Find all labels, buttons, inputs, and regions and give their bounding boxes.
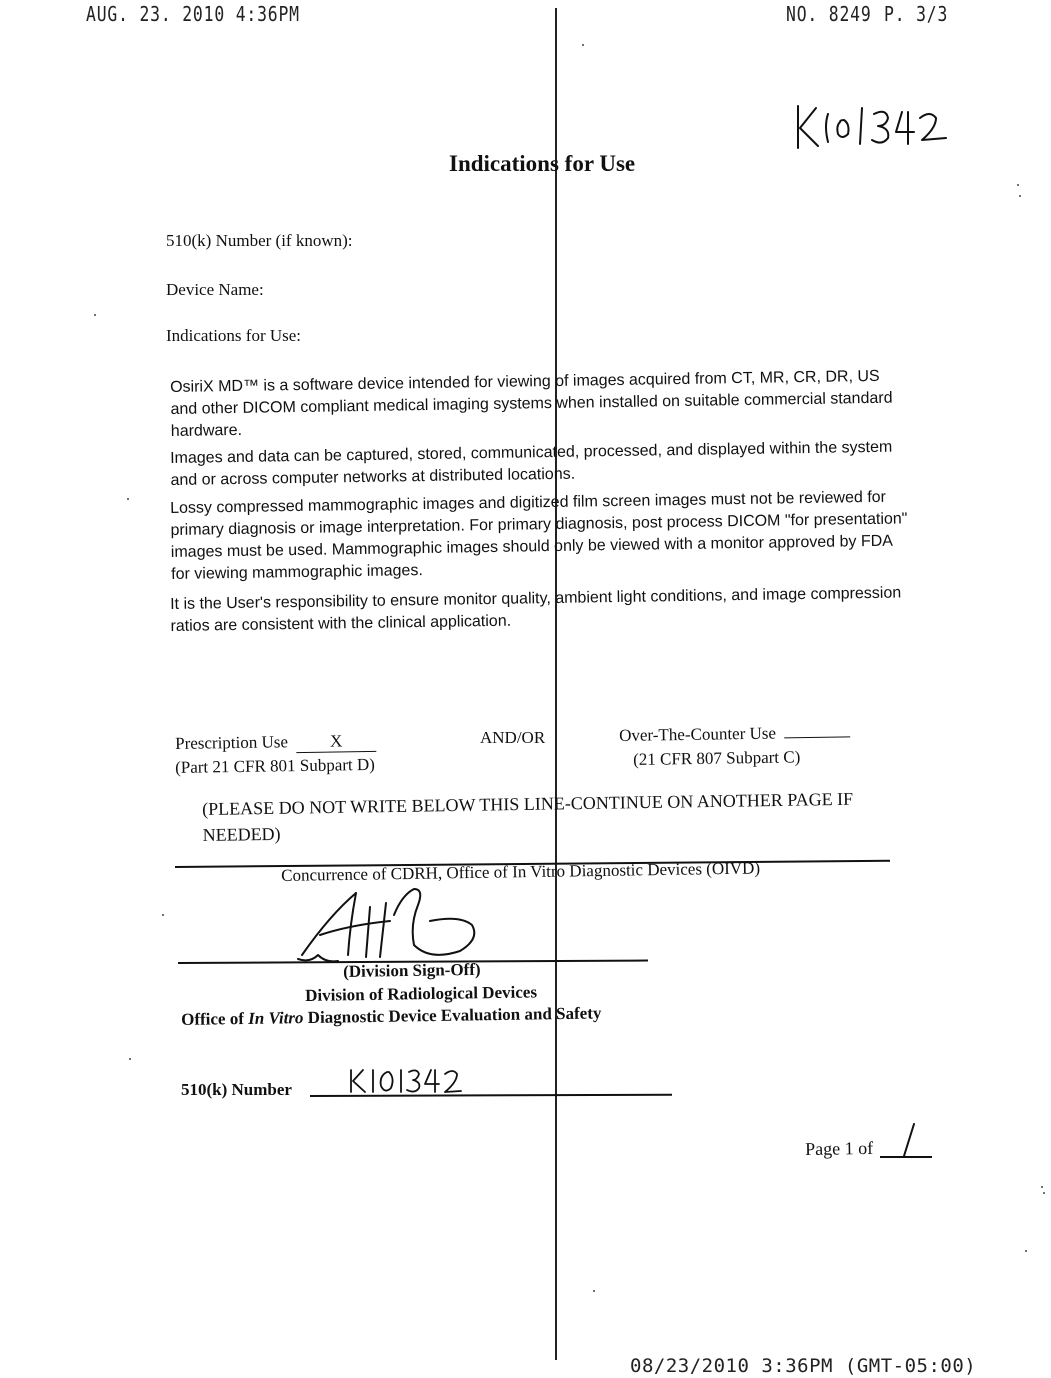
prescription-cfr: (Part 21 CFR 801 Subpart D) [175, 754, 376, 777]
scan-speck [162, 914, 164, 916]
k-number-footer-label: 510(k) Number [181, 1080, 292, 1099]
indications-label: Indications for Use: [166, 326, 302, 345]
office-name-italic: In Vitro [248, 1008, 304, 1028]
page-indicator-label: Page 1 of [805, 1137, 874, 1159]
fax-header-number: NO. 8249 [786, 2, 872, 26]
and-or-label: AND/OR [480, 728, 546, 747]
indications-paragraph-4: It is the User's responsibility to ensure monitor quality, ambient light conditions, and image compression ratios are consistent with the clinical application. [170, 584, 902, 635]
otc-cfr: (21 CFR 807 Subpart C) [633, 747, 801, 769]
indications-paragraph-3: Lossy compressed mammographic images and digitized film screen images must not be reviewed for primary diagnosis or image interpretation. For primary diagnosis, post process DICOM "for presentation" images must be used. Mammographic images should only be viewed with a monitor approved by FDA for viewing mammographic images. [170, 488, 908, 583]
scan-speck [582, 44, 584, 46]
handwritten-page-total [896, 1122, 920, 1158]
scan-speck [1019, 195, 1021, 197]
scan-speck [593, 1290, 595, 1292]
handwritten-k-number-top [790, 100, 950, 152]
office-name-suffix: Diagnostic Device Evaluation and Safety [303, 1003, 602, 1028]
page-indicator [805, 1138, 873, 1160]
scan-artifact-line [555, 8, 557, 1360]
scan-speck [94, 314, 96, 316]
handwritten-k-number-footer [345, 1066, 465, 1096]
fax-header-page: P. 3/3 [884, 2, 949, 26]
scan-speck [1041, 1186, 1043, 1188]
fax-header-datetime: AUG. 23. 2010 4:36PM [86, 2, 300, 26]
device-name-label: Device Name: [166, 280, 264, 299]
indications-paragraph-2: Images and data can be captured, stored, communicated, processed, and displayed within the system and or across computer networks at distributed locations. [170, 438, 893, 489]
prescription-use [175, 731, 376, 755]
scan-speck [1025, 1250, 1027, 1252]
office-name-prefix: Office of [181, 1008, 249, 1029]
notice-line-1 [202, 785, 923, 848]
otc-use-blank [784, 722, 850, 738]
scan-speck [1017, 184, 1019, 186]
otc-use [619, 722, 850, 746]
office-name [181, 1003, 602, 1030]
k-number-label: 510(k) Number (if known): [166, 231, 353, 250]
division-signoff: (Division Sign-Off) [343, 959, 481, 981]
scan-speck [129, 1058, 131, 1060]
page-title: Indications for Use [449, 151, 636, 176]
prescription-use-mark: X [329, 731, 343, 751]
concurrence-text: Concurrence of CDRH, Office of In Vitro Diagnostic Devices (OIVD) [281, 858, 761, 885]
prescription-use-label: Prescription Use [175, 732, 289, 753]
fax-footer-timestamp: 08/23/2010 3:36PM (GMT-05:00) [630, 1355, 977, 1377]
scan-speck [127, 498, 129, 500]
otc-use-label: Over-The-Counter Use [619, 723, 777, 745]
indications-paragraph-1: OsiriX MD™ is a software device intended for viewing of images acquired from CT, MR, CR, DR, US and other DICOM compliant medical imaging systems when installed on suitable commercial standard hardware. [170, 367, 893, 440]
division-name: Division of Radiological Devices [305, 982, 538, 1005]
scan-speck [1043, 1192, 1045, 1194]
notice-text: (PLEASE DO NOT WRITE BELOW THIS LINE-CONTINUE ON ANOTHER PAGE IF NEEDED) [202, 788, 854, 845]
